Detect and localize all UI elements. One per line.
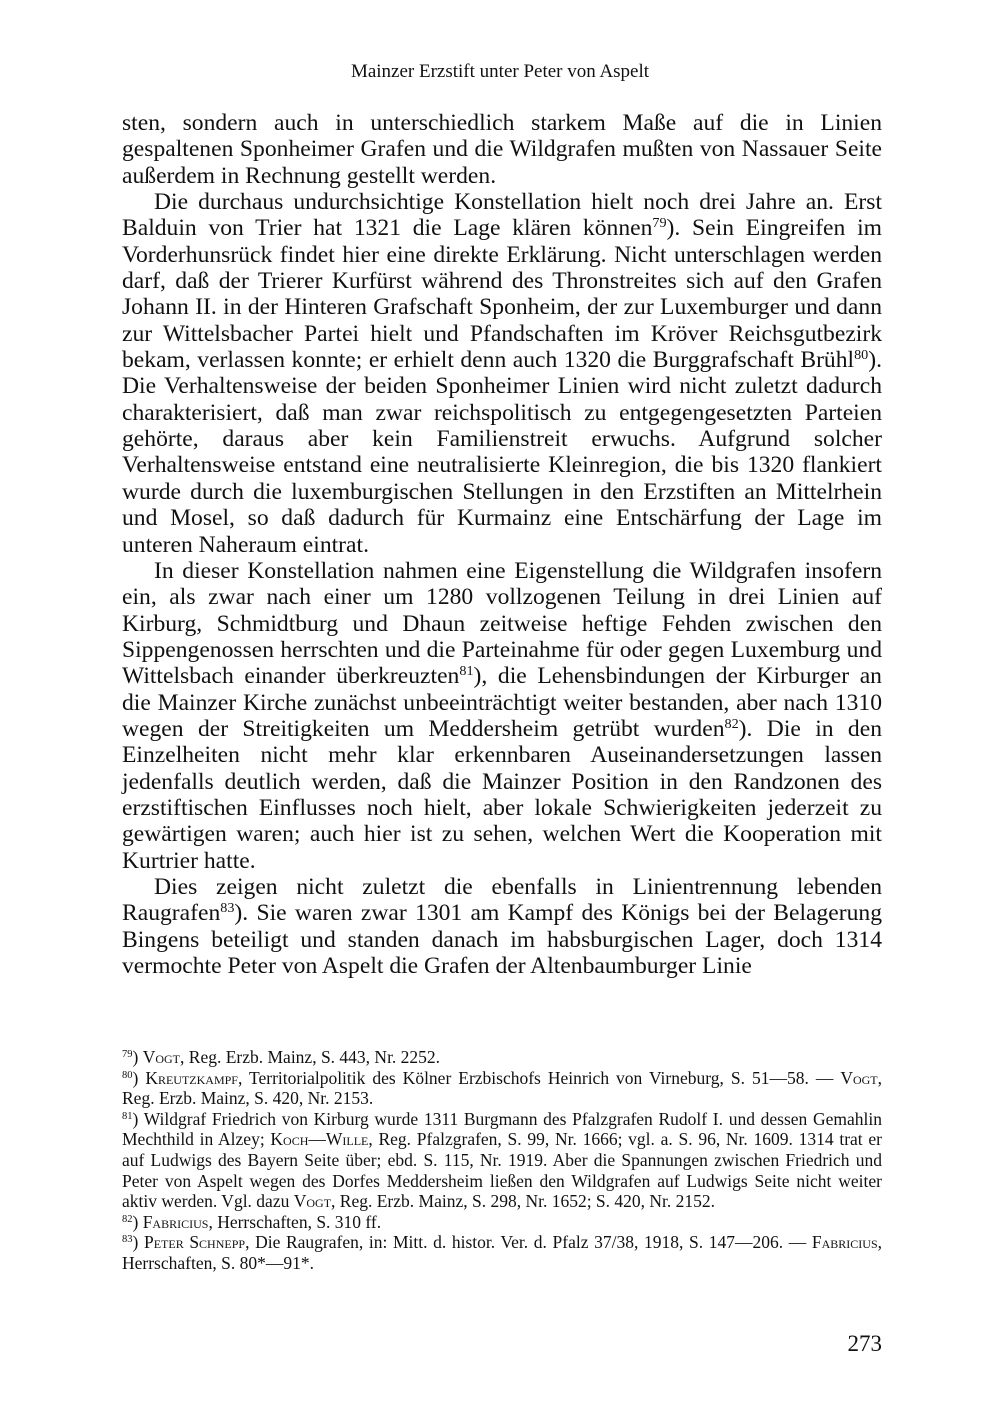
footnote: $^{79}$) Vogt, Reg. Erzb. Mainz, S. 443, Nr. 2252. xyxy=(122,1047,441,1067)
paragraph: Dies zeigen nicht zuletzt die ebenfalls in Linientrennung lebenden Raugrafen$^{83}$). Sie waren zwar 1301 am Kampf des Königs bei der Belagerung Bingens beteiligt und standen danach im habsburgischen Lager, doch 1314 vermochte Peter von Aspelt die Grafen der Altenbaumburger Linie xyxy=(122,873,882,979)
author-name: Fabricius xyxy=(811,1232,878,1253)
author-name: Vogt xyxy=(840,1067,878,1088)
note-reference: 79 xyxy=(652,215,667,232)
author-name: Vogt xyxy=(293,1191,332,1212)
note-reference: 79 xyxy=(122,1049,133,1061)
page-number: 273 xyxy=(847,1331,882,1356)
running-head: Mainzer Erzstift unter Peter von Aspelt xyxy=(350,61,650,82)
paragraph: In dieser Konstellation nahmen eine Eigenstellung die Wildgrafen insofern ein, als zwar nach einer um 1280 vollzogenen Teilung in drei Linien auf Kirburg, Schmidtburg und Dhaun zeitweise heftige Fehden zwischen den Sippengenossen herrschten und die Parteinahme für oder gegen Luxemburg und Wittelsbach einander überkreuzten$^{81}$), die Lehensbindungen der Kirburger an die Mainzer Kirche zunächst unbeeinträchtigt weiter bestanden, aber nach 1310 wegen der Streitigkeiten um Meddersheim getrübt wurden$^{82}$). Die in den Einzelheiten nicht mehr klar erkennbaren Auseinandersetzungen lassen jedenfalls deutlich werden, daß die Mainzer Position in den Randzonen des erzstiftischen Einflusses noch hielt, aber lokale Schwierigkeiten jederzeit zu gewärtigen waren; auch hier ist zu sehen, welchen Wert die Kooperation mit Kurtrier hatte. xyxy=(122,557,882,874)
paragraph: Die durchaus undurchsichtige Konstellation hielt noch drei Jahre an. Erst Balduin von Trier hat 1321 die Lage klären können$^{79}$). Sein Eingreifen im Vorderhunsrück findet hier eine direkte Erklärung. Nicht unterschlagen werden darf, daß der Trierer Kurfürst während des Thronstreites sich auf den Grafen Johann II. in der Hinteren Grafschaft Sponheim, der zur Luxemburger und dann zur Wittelsbacher Partei hielt und Pfandschaften im Kröver Reichsgutbezirk bekam, verlassen konnte; er erhielt denn auch 1320 die Burggrafschaft Brühl$^{80}$). Die Verhaltensweise der beiden Sponheimer Linien wird nicht zuletzt dadurch charakterisiert, daß man zwar reichspolitisch zu entgegengesetzten Parteien gehörte, daraus aber kein Familienstreit erwuchs. Aufgrund solcher Verhaltensweise entstand eine neutralisierte Kleinregion, die bis 1320 flankiert wurde durch die luxemburgischen Stellungen in den Erzstiften an Mittelrhein und Mosel, so daß dadurch für Kurmainz eine Entschärfung der Lage im unteren Naheraum eintrat. xyxy=(122,189,882,558)
author-name: Koch—Wille xyxy=(270,1129,369,1150)
paragraph: sten, sondern auch in unterschiedlich starkem Maße auf die in Linien gespaltenen Sponheimer Grafen und die Wildgrafen mußten von Nassauer Seite außerdem in Rechnung gestellt werden. xyxy=(122,110,882,189)
author-name: Kreutzkampf xyxy=(145,1067,238,1088)
note-reference: 81 xyxy=(122,1111,133,1123)
author-name: Peter Schnepp xyxy=(143,1232,246,1253)
main-text xyxy=(122,110,882,979)
footnote: $^{82}$) Fabricius, Herrschaften, S. 310 ff. xyxy=(122,1211,382,1232)
author-name: Fabricius xyxy=(142,1211,209,1232)
author-name: Vogt xyxy=(142,1047,181,1067)
note-reference: 81 xyxy=(459,663,474,680)
footnote: $^{83}$) Peter Schnepp, Die Raugrafen, in: Mitt. d. histor. Ver. d. Pfalz 37/38, 1918, S. 147—206. — Fabricius, Herrschaften, S. 80*—91*. xyxy=(122,1232,882,1273)
footnote: $^{81}$) Wildgraf Friedrich von Kirburg wurde 1311 Burgmann des Pfalzgrafen Rudolf I. und dessen Gemahlin Mechthild in Alzey; Koch—Wille, Reg. Pfalzgrafen, S. 99, Nr. 1666; vgl. a. S. 96, Nr. 1609. 1314 trat er auf Ludwigs des Bayern Seite über; ebd. S. 115, Nr. 1919. Aber die Spannungen zwischen Friedrich und Peter von Aspelt wegen des Dorfes Meddersheim ließen den Wildgrafen auf Ludwigs Seite nicht weiter aktiv werden. Vgl. dazu Vogt, Reg. Erzb. Mainz, S. 298, Nr. 1652; S. 420, Nr. 2152. xyxy=(122,1108,882,1212)
note-reference: 82 xyxy=(122,1213,133,1225)
note-reference: 83 xyxy=(220,900,235,917)
note-reference: 80 xyxy=(854,347,869,364)
note-reference: 82 xyxy=(724,716,739,733)
footnotes xyxy=(122,1047,882,1274)
footnote: $^{80}$) Kreutzkampf, Territorialpolitik des Kölner Erzbischofs Heinrich von Virneburg, S. 51—58. — Vogt, Reg. Erzb. Mainz, S. 420, Nr. 2153. xyxy=(122,1067,883,1109)
note-reference: 80 xyxy=(122,1069,133,1081)
note-reference: 83 xyxy=(122,1234,133,1246)
